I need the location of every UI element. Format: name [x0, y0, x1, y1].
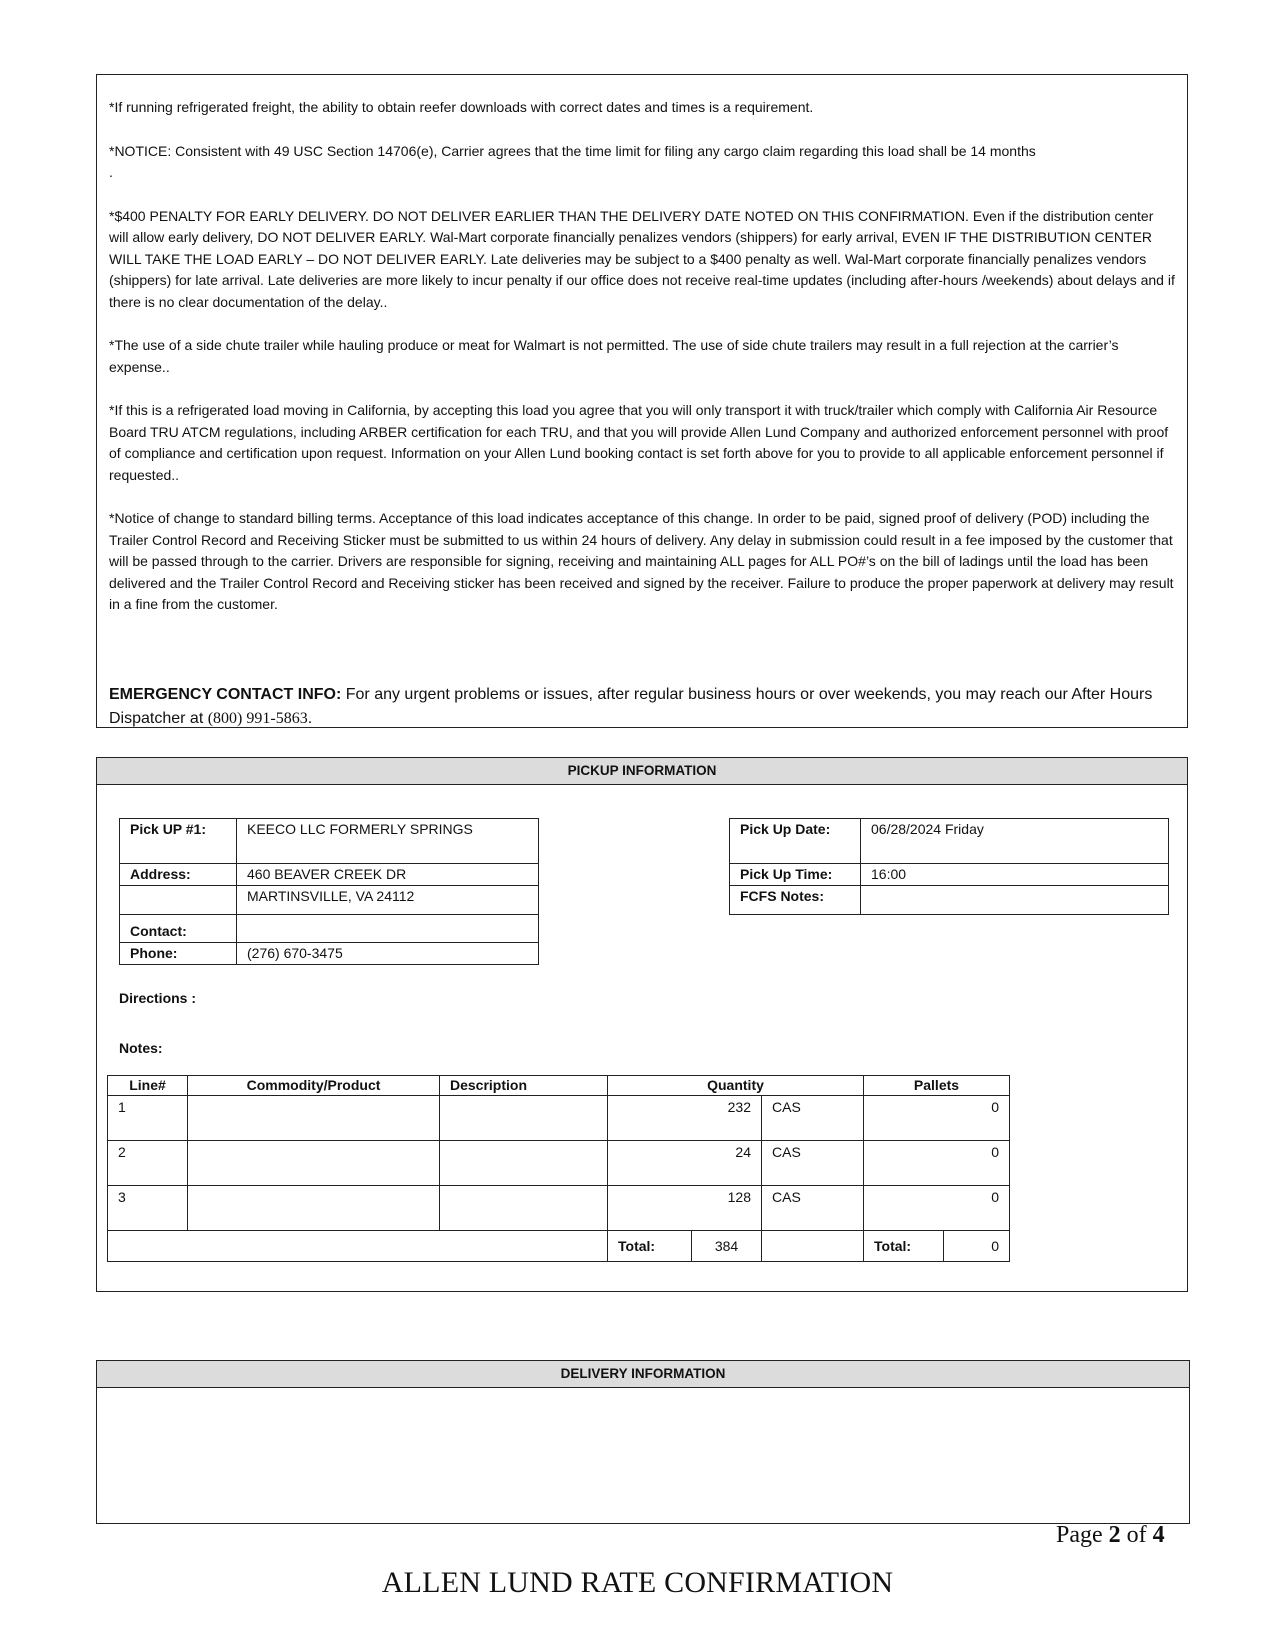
phone-label: Phone: [120, 943, 237, 965]
note-early-delivery-penalty: *$400 PENALTY FOR EARLY DELIVERY. DO NOT DELIVER EARLIER THAN THE DELIVERY DATE NOTED ON THIS CONFIRMATION. Even if the distribution center will allow early delivery, DO NOT DELIVER EARLY. Wal-Mart corporate financially penalizes vendors (shippers) for early arrival, EVEN IF THE DISTRIBUTION CENTER WILL TAKE THE LOAD EARLY – DO NOT DELIVER EARLY. Late deliveries may be subject to a $400 penalty as well. Wal-Mart corporate financially penalizes vendors (shippers) for late arrival. Late deliveries are more likely to incur penalty if our office does not receive real-time updates (including after-hours /weekends) about delays and if there is no clear documentation of the delay.. [109, 207, 1175, 310]
table-row [108, 1186, 1010, 1231]
commodity-table [107, 1075, 1010, 1262]
quantity-cell: 128 [608, 1186, 762, 1231]
pickup-information-section [96, 757, 1188, 1292]
pickup-date-value: 06/28/2024 Friday [861, 819, 1169, 864]
note-side-chute: *The use of a side chute trailer while hauling produce or meat for Walmart is not permitted. The use of side chute trailers may result in a full rejection at the carrier’s expense.. [109, 337, 1119, 375]
document-title: ALLEN LUND RATE CONFIRMATION [381, 1566, 894, 1599]
col-description: Description [440, 1076, 608, 1096]
unit-cell: CAS [762, 1096, 864, 1141]
col-quantity: Quantity [608, 1076, 864, 1096]
emergency-end: . [307, 710, 313, 727]
pickup-number-label: Pick UP #1: [120, 819, 237, 864]
emergency-contact [109, 683, 1159, 731]
commodity-cell [188, 1096, 440, 1141]
commodity-cell [188, 1186, 440, 1231]
note-cargo-claim-tail: . [109, 164, 113, 180]
address-label: Address: [120, 864, 237, 886]
delivery-header: DELIVERY INFORMATION [97, 1361, 1189, 1388]
fcfs-notes-label: FCFS Notes: [730, 886, 861, 915]
total-pallets-value: 0 [944, 1231, 1010, 1262]
address-blank-label [120, 886, 237, 915]
col-commodity: Commodity/Product [188, 1076, 440, 1096]
page-number [1056, 1522, 1165, 1549]
quantity-cell: 24 [608, 1141, 762, 1186]
description-cell [440, 1096, 608, 1141]
pickup-name-value: KEECO LLC FORMERLY SPRINGS [237, 819, 539, 864]
delivery-information-section [96, 1360, 1190, 1524]
pallets-cell: 0 [864, 1096, 1010, 1141]
emergency-text: For any urgent problems or issues, after regular business hours or over weekends, you may reach our After Hours Dispatcher at [109, 686, 1153, 727]
notes-label: Notes: [119, 1040, 163, 1056]
col-line: Line# [108, 1076, 188, 1096]
page-total: 4 [1152, 1522, 1165, 1548]
quantity-cell: 232 [608, 1096, 762, 1141]
note-billing-terms: *Notice of change to standard billing terms. Acceptance of this load indicates acceptance of this change. In order to be paid, signed proof of delivery (POD) including the Trailer Control Record and Receiving Sticker must be submitted to us within 24 hours of delivery. Any delay in submission could result in a fee imposed by the customer that will be passed through to the carrier. Drivers are responsible for signing, receiving and maintaining ALL pages for ALL PO#’s on the bill of ladings until the load has been delivered and the Trailer Control Record and Receiving sticker has been received and signed by the receiver. Failure to produce the proper paperwork at delivery may result in a fine from the customer. [109, 510, 1174, 612]
total-quantity-label: Total: [608, 1231, 692, 1262]
contact-label: Contact: [120, 915, 237, 943]
contact-value [237, 915, 539, 943]
col-pallets: Pallets [864, 1076, 1010, 1096]
note-reefer: *If running refrigerated freight, the ability to obtain reefer downloads with correct dates and times is a requirement. [109, 99, 814, 115]
pickup-header: PICKUP INFORMATION [97, 758, 1187, 785]
pickup-location-table [119, 818, 539, 965]
pallets-cell: 0 [864, 1186, 1010, 1231]
line-cell: 2 [108, 1141, 188, 1186]
emergency-label: EMERGENCY CONTACT INFO: [109, 686, 342, 703]
emergency-phone: (800) 991-5863 [207, 710, 308, 727]
unit-cell: CAS [762, 1141, 864, 1186]
total-pallets-label: Total: [864, 1231, 944, 1262]
address-line1: 460 BEAVER CREEK DR [237, 864, 539, 886]
pallets-cell: 0 [864, 1141, 1010, 1186]
directions-label: Directions : [119, 990, 197, 1006]
phone-value: (276) 670-3475 [237, 943, 539, 965]
commodity-cell [188, 1141, 440, 1186]
line-cell: 3 [108, 1186, 188, 1231]
page-current: 2 [1108, 1522, 1121, 1548]
address-line2: MARTINSVILLE, VA 24112 [237, 886, 539, 915]
unit-cell: CAS [762, 1186, 864, 1231]
page-prefix: Page [1056, 1522, 1109, 1548]
pickup-time-label: Pick Up Time: [730, 864, 861, 886]
pickup-date-label: Pick Up Date: [730, 819, 861, 864]
table-row [108, 1141, 1010, 1186]
description-cell [440, 1141, 608, 1186]
total-quantity-value: 384 [692, 1231, 762, 1262]
pickup-time-value: 16:00 [861, 864, 1169, 886]
totals-row [108, 1231, 1010, 1262]
line-cell: 1 [108, 1096, 188, 1141]
table-row [108, 1096, 1010, 1141]
note-california-carb: *If this is a refrigerated load moving in California, by accepting this load you agree that you will only transport it with truck/trailer which comply with California Air Resource Board TRU ATCM regulations, including ARBER certification for each TRU, and that you will provide Allen Lund Company and authorized enforcement personnel with proof of compliance and certification upon request. Information on your Allen Lund booking contact is set forth above for you to provide to all applicable enforcement personnel if requested.. [109, 402, 1169, 483]
page-of: of [1120, 1522, 1153, 1548]
total-unit-blank [762, 1231, 864, 1262]
description-cell [440, 1186, 608, 1231]
pickup-schedule-table [729, 818, 1169, 915]
note-cargo-claim: *NOTICE: Consistent with 49 USC Section 14706(e), Carrier agrees that the time limit for filing any cargo claim regarding this load shall be 14 months [109, 142, 1036, 159]
terms-notes-box [96, 74, 1188, 728]
totals-blank [108, 1231, 608, 1262]
fcfs-notes-value [861, 886, 1169, 915]
